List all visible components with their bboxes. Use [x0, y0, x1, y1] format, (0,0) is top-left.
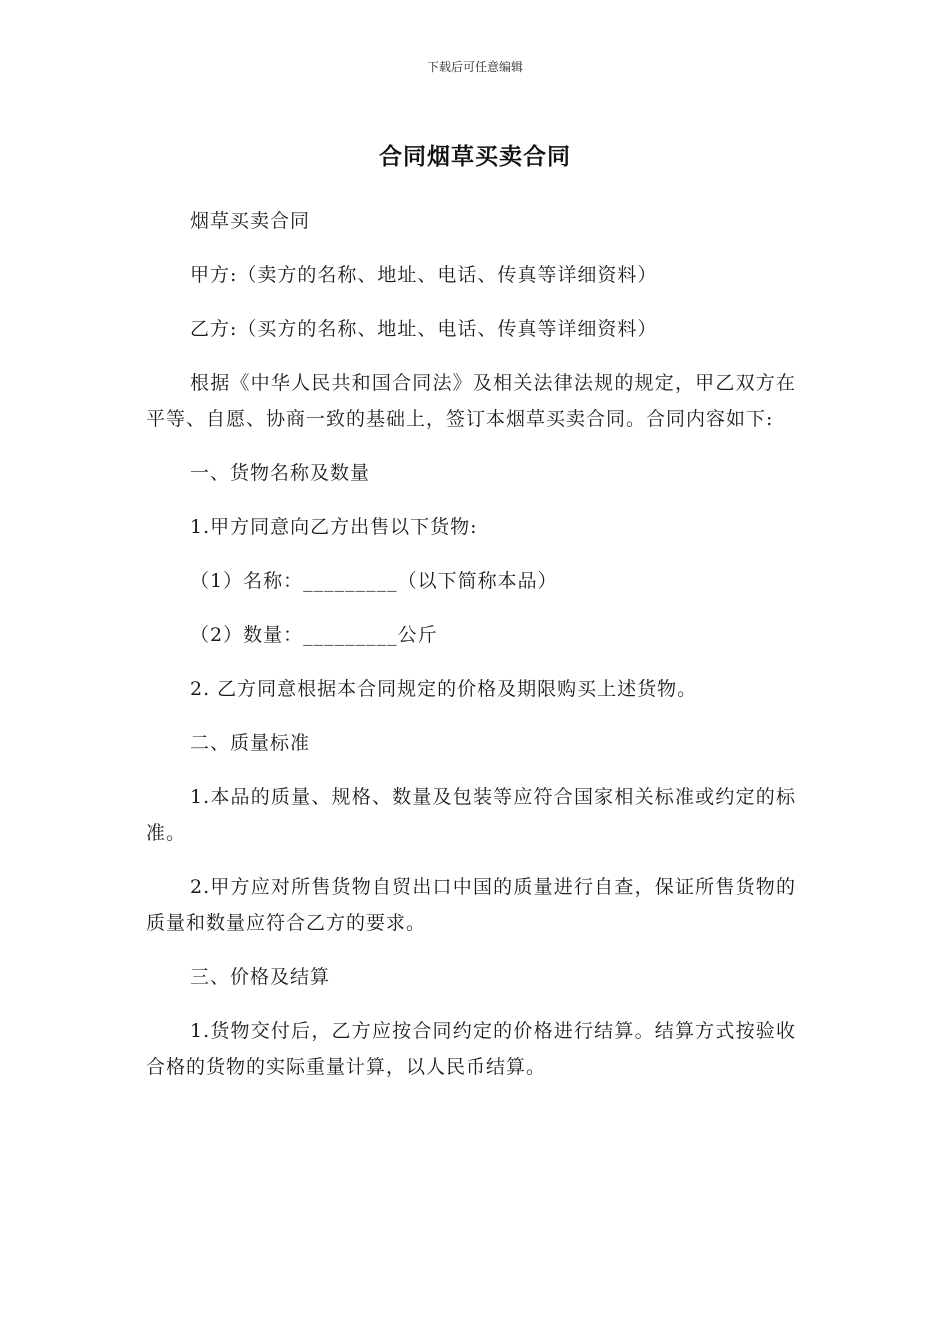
clause-3-1: 1.货物交付后，乙方应按合同约定的价格进行结算。结算方式按验收合格的货物的实际重量计算，以人民币结算。: [146, 1020, 796, 1078]
party-b: 乙方:（买方的名称、地址、电话、传真等详细资料）: [190, 318, 658, 340]
section-heading-price: 三、价格及结算: [190, 966, 331, 988]
clause-2-1: 1.本品的质量、规格、数量及包装等应符合国家相关标准或约定的标准。: [146, 786, 796, 844]
section-heading-quality: 二、质量标准: [190, 732, 311, 754]
party-a: 甲方:（卖方的名称、地址、电话、传真等详细资料）: [190, 264, 658, 286]
clause-1-2: 2. 乙方同意根据本合同规定的价格及期限购买上述货物。: [190, 678, 698, 700]
contract-name: 烟草买卖合同: [190, 210, 311, 232]
preamble: 根据《中华人民共和国合同法》及相关法律法规的规定，甲乙双方在平等、自愿、协商一致的基础上，签订本烟草买卖合同。合同内容如下:: [146, 372, 796, 430]
clause-1-1: 1.甲方同意向乙方出售以下货物:: [190, 516, 478, 538]
clause-2-2: 2.甲方应对所售货物自贸出口中国的质量进行自查，保证所售货物的质量和数量应符合乙方的要求。: [146, 876, 796, 934]
clause-goods-name: （1）名称：_________（以下简称本品）: [190, 570, 558, 592]
document-title: 合同烟草买卖合同: [379, 144, 571, 170]
document-body: [146, 203, 796, 1103]
header-note: 下载后可任意编辑: [426, 60, 523, 74]
clause-goods-quantity: （2）数量：_________公斤: [190, 624, 438, 646]
section-heading-goods: 一、货物名称及数量: [190, 462, 371, 484]
